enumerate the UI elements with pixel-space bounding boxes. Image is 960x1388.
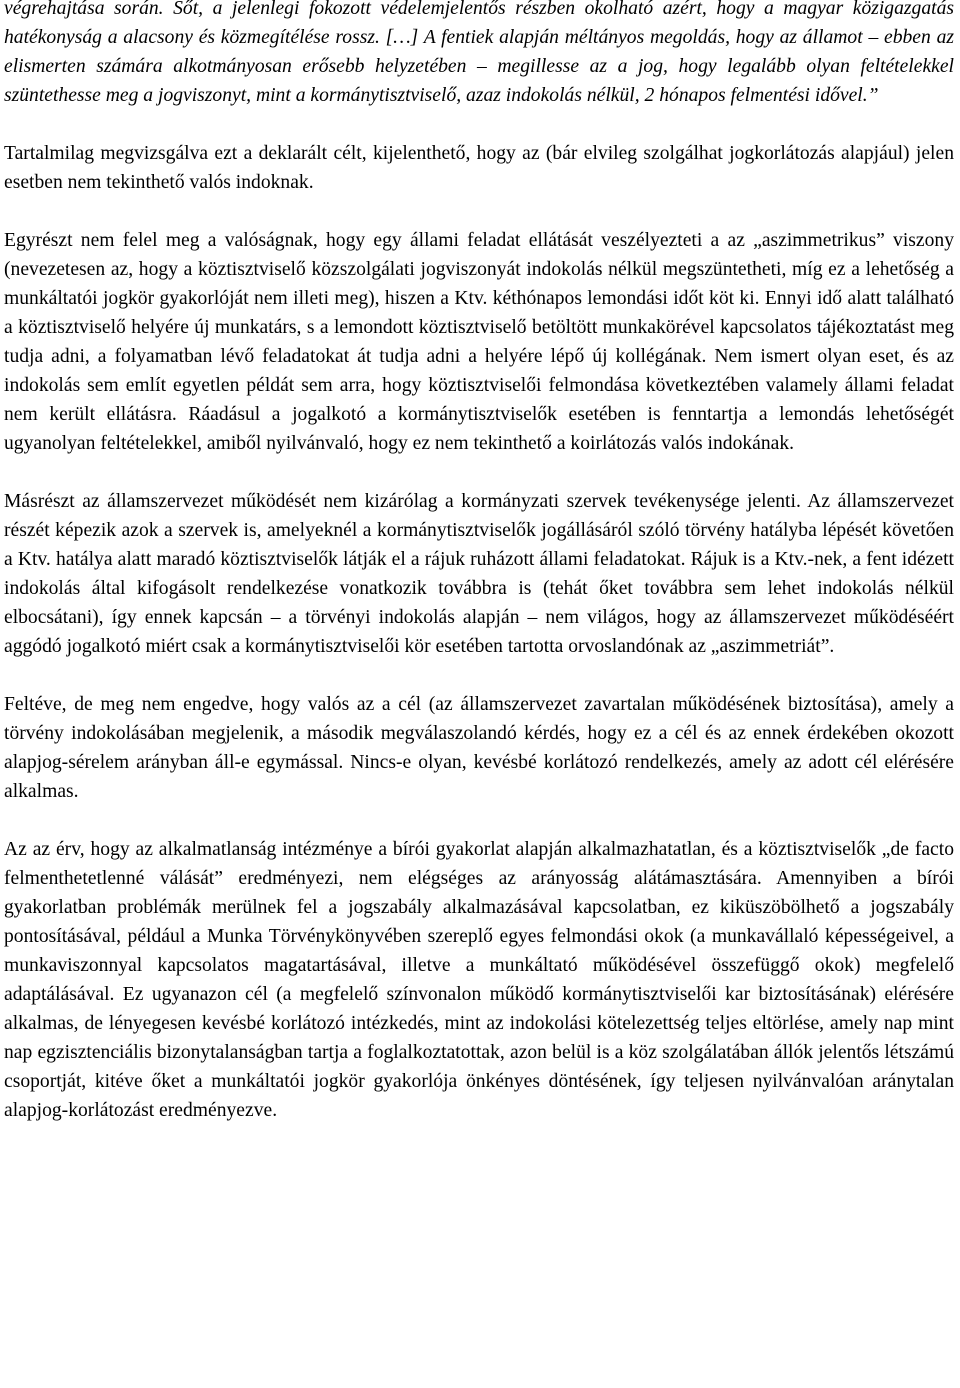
- quoted-justification-paragraph: végrehajtása során. Sőt, a jelenlegi fokozott védelemjelentős részben okolható azért, hogy a magyar közigazgatás hatékonyság a alacsony és közmegítélése rossz. […] A fentiek alapján méltányos megoldás, hogy az államot ‒ ebben az elismerten számára alkotmányosan erősebb helyzetében ‒ megillesse az a jog, hogy legalább olyan feltételekkel szüntethesse meg a jogviszonyt, mint a kormánytisztviselő, azaz indokolás nélkül, 2 hónapos felmentési idővel.”: [4, 0, 954, 106]
- body-paragraph-4: Feltéve, de meg nem engedve, hogy valós az a cél (az államszervezet zavartalan működésének biztosítása), amely a törvény indokolásában megjelenik, a második megválaszolandó kérdés, hogy ez a cél és az ennek érdekében okozott alapjog-sérelem arányban áll-e egymással. Nincs-e olyan, kevésbé korlátozó rendelkezés, amely az adott cél elérésére alkalmas.: [4, 694, 954, 802]
- body-paragraph-5: Az az érv, hogy az alkalmatlanság intézménye a bírói gyakorlat alapján alkalmazhatatlan, és a köztisztviselők „de facto felmenthetetlenné válását” eredményezi, nem elégséges az arányosság alátámasztására. Amennyiben a bírói gyakorlatban problémák merülnek fel a jogszabály alkalmazásával kapcsolatban, ez kiküszöbölhető a jogszabály pontosításával, például a Munka Törvénykönyvében szereplő egyes felmondási okok (a munkavállaló képességeivel, a munkaviszonnyal kapcsolatos magatartásával, illetve a munkáltató működésével összefüggő okok) megfelelő adaptálásával. Ez ugyanazon cél (a megfelelő színvonalon működő kormánytisztviselői kar biztosításának) elérésére alkalmas, de lényegesen kevésbé korlátozó intézkedés, mint az indokolási kötelezettség teljes eltörlése, amely nap mint nap egzisztenciális bizonytalanságban tartja a foglalkoztatottak, azon belül is a köz szolgálatában állók jelentős létszámú csoportját, kitéve őket a munkáltatói jogkör gyakorlója önkényes döntésének, így teljesen nyilvánvalóan aránytalan alapjog-korlátozást eredményezve.: [4, 839, 954, 1121]
- body-paragraph-2: Egyrészt nem felel meg a valóságnak, hogy egy állami feladat ellátását veszélyezteti a az „aszimmetrikus” viszony (nevezetesen az, hogy a köztisztviselő közszolgálati jogviszonyát indokolás nélkül megszüntetheti, míg ez a lehetőség a munkáltatói jogkör gyakorlóját nem illeti meg), hiszen a Ktv. kéthónapos lemondási időt köt ki. Ennyi idő alatt található a köztisztviselő helyére új munkatárs, s a lemondott köztisztviselő betöltött munkakörével kapcsolatos tájékoztatást meg tudja adni, a folyamatban lévő feladatokat át tudja adni a helyére lépő új kollégának. Nem ismert olyan eset, és az indokolás sem említ egyetlen példát sem arra, hogy köztisztviselői felmondása következtében valamely állami feladat nem került ellátásra. Ráadásul a jogalkotó a kormánytisztviselők esetében is fenntartja a lemondás lehetőségét ugyanolyan feltételekkel, amiből nyilvánvaló, hogy ez nem tekinthető a koirlátozás valós indokának.: [4, 230, 954, 454]
- body-paragraph-3: Másrészt az államszervezet működését nem kizárólag a kormányzati szervek tevékenysége jelenti. Az államszervezet részét képezik azok a szervek is, amelyeknél a kormánytisztviselők jogállásáról szóló törvény hatályba lépését követően a Ktv. hatálya alatt maradó köztisztviselők látják el a rájuk ruházott állami feladatokat. Rájuk is a Ktv.-nek, a fent idézett indokolás által kifogásolt rendelkezése vonatkozik továbbra is (tehát őket továbbra sem lehet indokolás nélkül elbocsátani), így ennek kapcsán ‒ a törvényi indokolás alapján ‒ nem világos, hogy az államszervezet működéséért aggódó jogalkotó miért csak a kormánytisztviselői kör esetében tartotta orvoslandónak az „aszimmetriát”.: [4, 491, 954, 657]
- body-paragraph-1: Tartalmilag megvizsgálva ezt a deklarált célt, kijelenthető, hogy az (bár elvileg szolgálhat jogkorlátozás alapjául) jelen esetben nem tekinthető valós indoknak.: [4, 143, 954, 193]
- document-page: [4, 0, 954, 1125]
